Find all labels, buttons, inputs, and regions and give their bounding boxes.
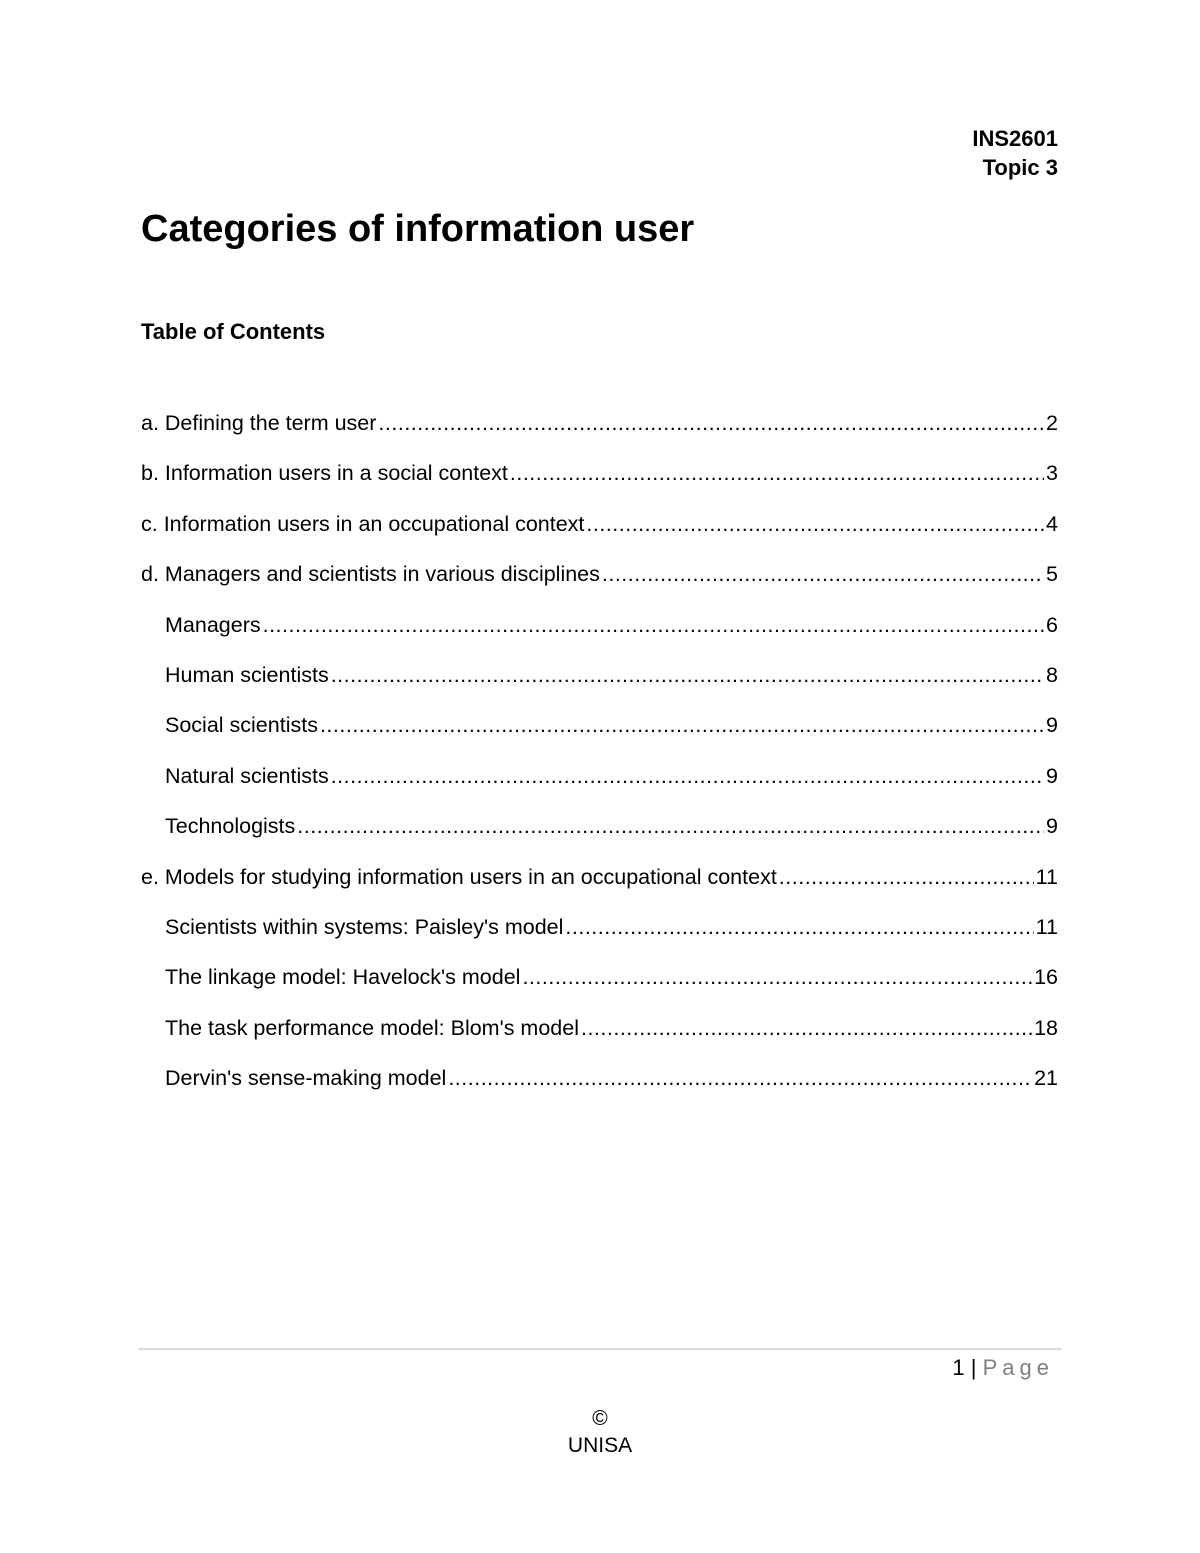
toc-entry-page: 9: [1046, 713, 1058, 738]
page-title: Categories of information user: [141, 208, 695, 250]
toc-entry-social-context[interactable]: [141, 458, 1058, 508]
toc-entry-dervin-model[interactable]: [141, 1063, 1058, 1113]
toc-dot-leader: [331, 761, 1044, 791]
organization-name: UNISA: [567, 1434, 633, 1457]
toc-entry-natural-scientists[interactable]: [141, 761, 1058, 811]
toc-entry-managers-scientists[interactable]: [141, 559, 1058, 609]
toc-entry-paisley-model[interactable]: [141, 912, 1058, 962]
toc-entry-label: Dervin's sense-making model: [165, 1066, 447, 1091]
toc-dot-leader: [522, 962, 1032, 992]
toc-entry-label: Technologists: [165, 814, 296, 839]
course-code: INS2601: [972, 126, 1058, 151]
toc-entry-page: 21: [1034, 1066, 1058, 1091]
toc-entry-page: 11: [1035, 914, 1058, 939]
toc-dot-leader: [779, 862, 1034, 892]
toc-dot-leader: [378, 408, 1044, 438]
toc-entry-page: 3: [1046, 461, 1058, 486]
page-number-separator: |: [970, 1355, 977, 1380]
toc-entry-technologists[interactable]: [141, 811, 1058, 861]
toc-entry-label: Human scientists: [165, 662, 329, 687]
toc-entry-page: 9: [1046, 814, 1058, 839]
toc-dot-leader: [510, 458, 1044, 488]
topic-label: Topic 3: [982, 155, 1058, 180]
toc-entry-blom-model[interactable]: [141, 1013, 1058, 1063]
toc-entry-social-scientists[interactable]: [141, 710, 1058, 760]
toc-entry-page: 2: [1046, 411, 1058, 435]
toc-dot-leader: [297, 811, 1044, 841]
toc-entry-occupational-context[interactable]: [141, 509, 1058, 559]
toc-entry-label: The task performance model: Blom's model: [165, 1015, 579, 1040]
page-number-value: 1: [952, 1355, 965, 1380]
copyright-symbol: ©: [592, 1407, 608, 1430]
toc-entry-page: 5: [1046, 562, 1058, 587]
toc-entry-page: 4: [1046, 511, 1058, 536]
copyright-notice: [0, 1405, 1200, 1459]
toc-dot-leader: [602, 559, 1044, 589]
toc-entry-havelock-model[interactable]: [141, 962, 1058, 1012]
toc-entry-page: 11: [1035, 864, 1058, 889]
toc-dot-leader: [448, 1063, 1032, 1093]
toc-entry-page: 9: [1046, 763, 1058, 788]
toc-entry-defining-user[interactable]: [141, 408, 1058, 458]
toc-entry-label: Managers: [165, 612, 261, 637]
table-of-contents: [141, 408, 1058, 1113]
toc-entry-label: c. Information users in an occupational context: [141, 511, 585, 536]
toc-entry-label: d. Managers and scientists in various disciplines: [141, 562, 600, 587]
toc-entry-page: 6: [1046, 612, 1058, 637]
toc-dot-leader: [320, 710, 1044, 740]
toc-dot-leader: [581, 1013, 1032, 1043]
toc-entry-page: 8: [1046, 662, 1058, 687]
toc-dot-leader: [565, 912, 1033, 942]
toc-dot-leader: [331, 660, 1044, 690]
toc-entry-page: 16: [1034, 965, 1058, 990]
footer-divider: [138, 1348, 1062, 1350]
page-number-footer: [952, 1354, 1054, 1382]
toc-entry-label: Scientists within systems: Paisley's model: [165, 914, 564, 939]
toc-entry-page: 18: [1034, 1015, 1058, 1040]
toc-dot-leader: [263, 610, 1044, 640]
toc-entry-label: Social scientists: [165, 713, 318, 738]
page-word-label: Page: [982, 1355, 1054, 1380]
toc-entry-label: e. Models for studying information users in an occupational context: [141, 864, 777, 889]
toc-entry-label: b. Information users in a social context: [141, 461, 508, 486]
toc-entry-managers[interactable]: [141, 610, 1058, 660]
toc-heading: Table of Contents: [141, 319, 326, 344]
toc-entry-label: Natural scientists: [165, 763, 329, 788]
toc-dot-leader: [586, 509, 1044, 539]
document-header: [972, 124, 1058, 182]
toc-entry-human-scientists[interactable]: [141, 660, 1058, 710]
toc-entry-label: The linkage model: Havelock's model: [165, 965, 521, 990]
toc-entry-models-occupational[interactable]: [141, 862, 1058, 912]
toc-entry-label: a. Defining the term user: [141, 411, 377, 435]
